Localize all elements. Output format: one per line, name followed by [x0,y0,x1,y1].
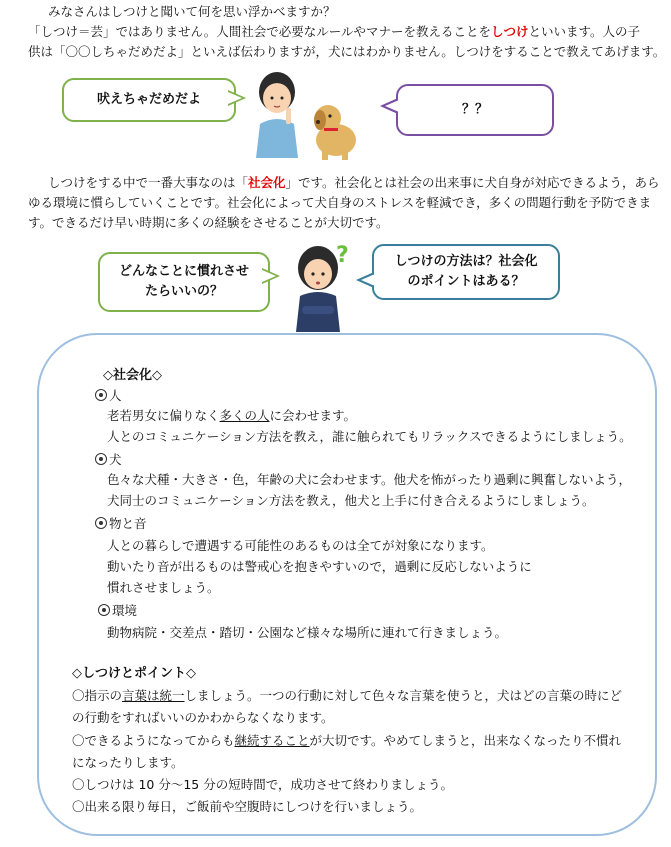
speech-bubble-right: ？？ [396,84,554,136]
shitsuke-highlight: しつけ [491,24,529,39]
dog-illustration [306,100,366,160]
speech-bubble-right-2: しつけの方法は？社会化 のポイントはある？ [372,244,560,300]
svg-text:?: ? [336,243,349,268]
para2-line-2: ゆる環境に慣らしていくことです。社会化によって犬自身のストレスを軽減でき，多くの問題行動を予防できま [28,195,652,210]
bullet-icon [95,389,107,401]
point-1-line-2: の行動をすればいいのかわからなくなります。 [72,710,334,725]
dogs-line-2: 犬同士のコミュニケーション方法を教え，他犬と上手に付き合えるようにしましょう。 [107,493,595,508]
intro-line-1: みなさんはしつけと聞いて何を思い浮かべますか？ [48,4,336,19]
category-dogs: 犬 [95,450,122,470]
point-2-line-1: 〇できるようになってからも継続することが大切です。やめてしまうと，出来なくなったり不慣れ [72,733,622,748]
bullet-icon [98,604,110,616]
point-2-line-2: になったりします。 [72,755,184,770]
things-line-1: 人との暮らしで遭遇する可能性のあるものは全てが対象になります。 [107,538,494,553]
socialization-title: ◇社会化◇ [103,368,162,383]
thinking-woman-illustration [286,236,366,332]
bullet-icon [95,453,107,465]
para2-line-1: しつけをする中で一番大事なのは「社会化」です。社会化とは社会の出来事に犬自身が対応できるよう，あら [48,175,660,190]
env-line-1: 動物病院・交差点・踏切・公園など様々な場所に連れて行きましょう。 [107,625,508,640]
people-line-1: 老若男女に偏りなく多くの人に会わせます。 [107,408,357,423]
woman-illustration [242,66,312,158]
category-things: 物と音 [95,514,147,534]
category-people: 人 [95,386,122,406]
speech-bubble-left: 吠えちゃだめだよ [62,78,236,122]
points-title: ◇しつけとポイント◇ [72,666,196,681]
category-env: 環境 [98,601,137,621]
point-4: 〇出来る限り毎日，ご飯前や空腹時にしつけを行いましょう。 [72,799,423,814]
point-1-line-1: 〇指示の言葉は統一しましょう。一つの行動に対して色々な言葉を使うと，犬はどの言葉の時にど [72,688,623,703]
bullet-icon [95,517,107,529]
things-line-2: 動いたり音が出るものは警戒心を抱きやすいので，過剰に反応しないように [107,559,532,574]
people-line-2: 人とのコミュニケーション方法を教え，誰に触られてもリラックスできるようにしましょう。 [107,429,632,444]
intro-line-2: 「しつけ＝芸」ではありません。人間社会で必要なルールやマナーを教えることをしつけといいます。人の子 [28,24,641,39]
dogs-line-1: 色々な犬種・大きさ・色，年齢の犬に会わせます。他犬を怖がったり過剰に興奮しないよう， [107,472,632,487]
para2-line-3: す。できるだけ早い時期に多くの経験をさせることが大切です。 [28,215,389,230]
intro-line-3: 供は「〇〇しちゃだめだよ」といえば伝わりますが，犬にはわかりません。しつけをすることで教えてあげます。 [28,44,666,59]
speech-bubble-left-2: どんなことに慣れさせ たらいいの？ [98,252,270,312]
things-line-3: 慣れさせましょう。 [107,580,220,595]
point-3: 〇しつけは 10 分～15 分の短時間で，成功させて終わりましょう。 [72,777,453,792]
socialization-highlight: 社会化 [248,175,286,190]
